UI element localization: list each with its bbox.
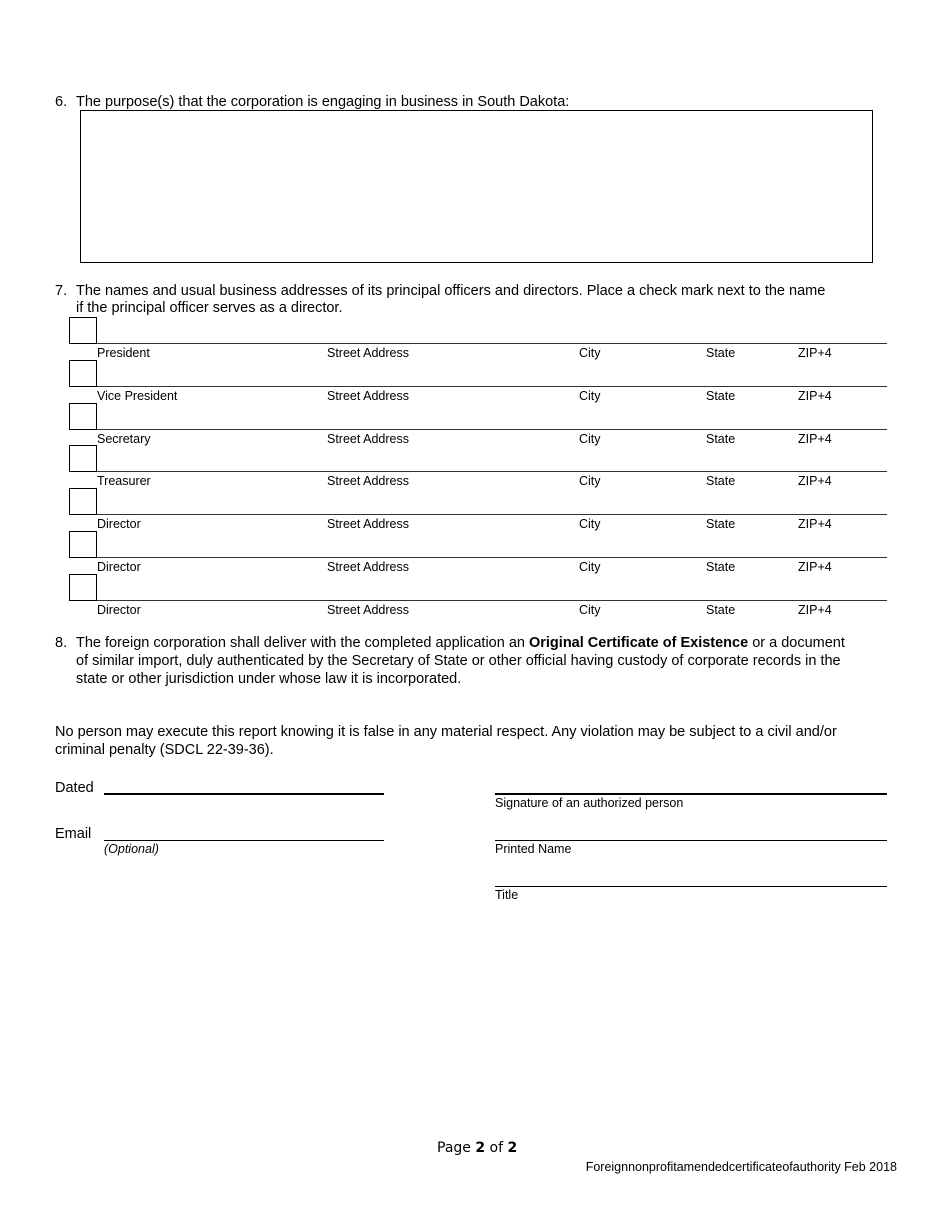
page-prefix: Page [437,1140,476,1156]
dated-label: Dated [55,780,94,796]
officer-role-label: Secretary [97,432,151,446]
street-address-label: Street Address [327,517,409,531]
section-6-number: 6. [55,94,68,110]
officer-entry-line[interactable] [97,429,887,430]
section-8-line1 [76,634,845,652]
officer-entry-line[interactable] [97,514,887,515]
printed-name-field[interactable] [495,840,887,841]
signature-label: Signature of an authorized person [495,796,684,810]
section-6-text: The purpose(s) that the corporation is engaging in business in South Dakota: [76,94,570,110]
form-identifier: Foreignnonprofitamendedcertificateofauthority Feb 2018 [585,1160,897,1174]
officer-role-label: Treasurer [97,474,151,488]
title-field[interactable] [495,886,887,887]
zip-label: ZIP+4 [798,517,832,531]
street-address-label: Street Address [327,346,409,360]
director-checkbox[interactable] [69,531,97,558]
section-7-line1: The names and usual business addresses of its principal officers and directors. Place a check mark next to the name [76,283,826,299]
director-checkbox[interactable] [69,360,97,387]
page-of: of [485,1140,508,1156]
director-checkbox[interactable] [69,574,97,601]
street-address-label: Street Address [327,389,409,403]
purpose-textarea[interactable] [80,110,873,263]
email-label: Email [55,826,92,842]
city-label: City [579,389,601,403]
state-label: State [706,560,736,574]
city-label: City [579,603,601,617]
zip-label: ZIP+4 [798,474,832,488]
officer-row [69,531,887,574]
state-label: State [706,432,736,446]
section-8-line2: of similar import, duly authenticated by the Secretary of State or other official having custody of corporate records in the [76,653,841,669]
officer-role-label: President [97,346,150,360]
officer-row [69,317,887,360]
director-checkbox[interactable] [69,403,97,430]
officer-entry-line[interactable] [97,386,887,387]
section-8-number: 8. [55,635,68,651]
certificate-of-existence-emphasis: Original Certificate of Existence [528,635,749,651]
director-checkbox[interactable] [69,445,97,472]
email-field[interactable] [104,840,384,841]
zip-label: ZIP+4 [798,603,832,617]
zip-label: ZIP+4 [798,560,832,574]
city-label: City [579,432,601,446]
section-7-line2: if the principal officer serves as a director. [76,300,343,316]
section-7-number: 7. [55,283,68,299]
dated-field[interactable] [104,793,384,795]
street-address-label: Street Address [327,560,409,574]
officer-row [69,445,887,488]
street-address-label: Street Address [327,603,409,617]
state-label: State [706,517,736,531]
officer-role-label: Vice President [97,389,178,403]
director-checkbox[interactable] [69,317,97,344]
street-address-label: Street Address [327,432,409,446]
state-label: State [706,474,736,488]
state-label: State [706,346,736,360]
section-8-text-pre: The foreign corporation shall deliver with the completed application an [76,635,529,651]
page-total: 2 [507,1140,518,1156]
title-label: Title [495,888,519,902]
signature-field[interactable] [495,793,887,795]
zip-label: ZIP+4 [798,389,832,403]
officer-row [69,488,887,531]
officer-entry-line[interactable] [97,557,887,558]
director-checkbox[interactable] [69,488,97,515]
printed-name-label: Printed Name [495,842,572,856]
penalty-warning-line1: No person may execute this report knowing it is false in any material respect. Any violation may be subject to a civil and/or [55,724,837,740]
city-label: City [579,517,601,531]
page-current: 2 [475,1140,486,1156]
officer-row [69,403,887,446]
officer-role-label: Director [97,603,141,617]
city-label: City [579,346,601,360]
street-address-label: Street Address [327,474,409,488]
zip-label: ZIP+4 [798,346,832,360]
officer-role-label: Director [97,517,141,531]
officer-entry-line[interactable] [97,343,887,344]
state-label: State [706,603,736,617]
section-8-text-post: or a document [748,635,845,651]
officer-entry-line[interactable] [97,600,887,601]
section-8-line3: state or other jurisdiction under whose law it is incorporated. [76,671,462,687]
officer-row [69,574,887,617]
penalty-warning-line2: criminal penalty (SDCL 22-39-36). [55,742,274,758]
page-number [437,1140,517,1156]
state-label: State [706,389,736,403]
officer-entry-line[interactable] [97,471,887,472]
officer-role-label: Director [97,560,141,574]
email-optional-note: (Optional) [104,842,159,856]
city-label: City [579,474,601,488]
zip-label: ZIP+4 [798,432,832,446]
city-label: City [579,560,601,574]
officer-row [69,360,887,403]
